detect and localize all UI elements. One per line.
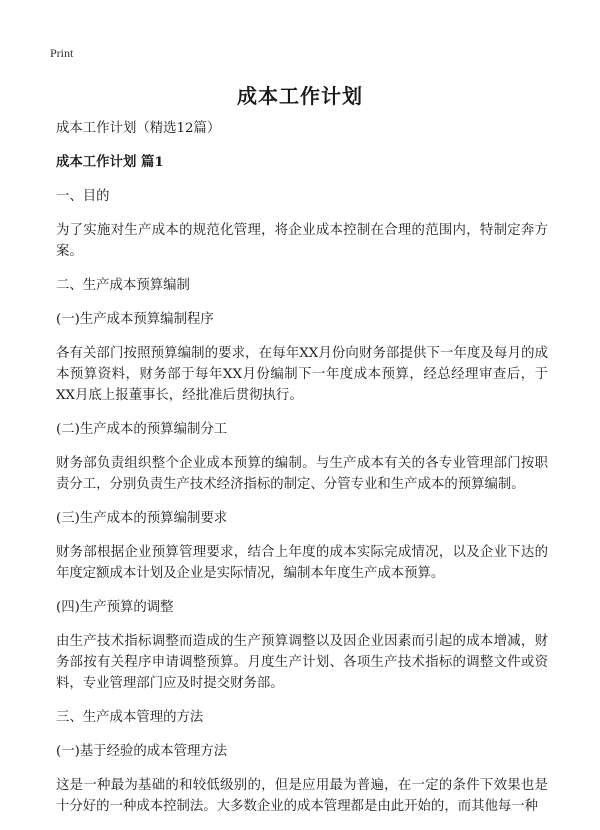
heading-purpose: 一、目的 bbox=[56, 189, 110, 204]
heading-budget-adjustment: (四)生产预算的调整 bbox=[56, 600, 174, 615]
paragraph-budget-procedure: 各有关部门按照预算编制的要求，在每年XX月份向财务部提供下一年度及每月的成本预算资料，财务部于每年XX月份编制下一年度成本预算，经总经理审查后，于XX月底上报董事长，经批准后贯彻执行。 bbox=[56, 346, 548, 403]
heading-budget-compilation: 二、生产成本预算编制 bbox=[56, 278, 190, 293]
heading-cost-management-methods: 三、生产成本管理的方法 bbox=[56, 710, 204, 725]
heading-budget-requirements: (三)生产成本的预算编制要求 bbox=[56, 511, 228, 526]
paragraph-purpose: 为了实施对生产成本的规范化管理，将企业成本控制在合理的范围内，特制定奔方案。 bbox=[56, 223, 548, 259]
print-label: Print bbox=[50, 46, 74, 60]
paragraph-experience-method: 这是一种最为基础的和较低级别的，但是应用最为普遍，在一定的条件下效果也是十分好的一种成本控制法。大多数企业的成本管理都是由此开始的，而其他每一种 bbox=[56, 778, 548, 814]
paragraph-budget-requirements: 财务部根据企业预算管理要求，结合上年度的成本实际完成情况，以及企业下达的年度定额成本计划及企业是实际情况，编制本年度生产成本预算。 bbox=[56, 545, 548, 581]
section-title: 成本工作计划 篇1 bbox=[56, 154, 164, 170]
document-title: 成本工作计划 bbox=[237, 84, 363, 108]
paragraph-budget-division: 财务部负责组织整个企业成本预算的编制。与生产成本有关的各专业管理部门按职责分工，分别负责生产技术经济指标的制定、分管专业和生产成本的预算编制。 bbox=[56, 456, 548, 492]
heading-experience-method: (一)基于经验的成本管理方法 bbox=[56, 744, 228, 759]
document-subtitle: 成本工作计划（精选12篇） bbox=[56, 121, 221, 136]
heading-budget-procedure: (一)生产成本预算编制程序 bbox=[56, 312, 214, 327]
heading-budget-division: (二)生产成本的预算编制分工 bbox=[56, 422, 228, 437]
document-body bbox=[56, 118, 548, 830]
paragraph-budget-adjustment: 由生产技术指标调整而造成的生产预算调整以及因企业因素而引起的成本增减，财务部按有关程序申请调整预算。月度生产计划、各项生产技术指标的调整文件或资料，专业管理部门应及时提交财务部。 bbox=[56, 634, 548, 691]
